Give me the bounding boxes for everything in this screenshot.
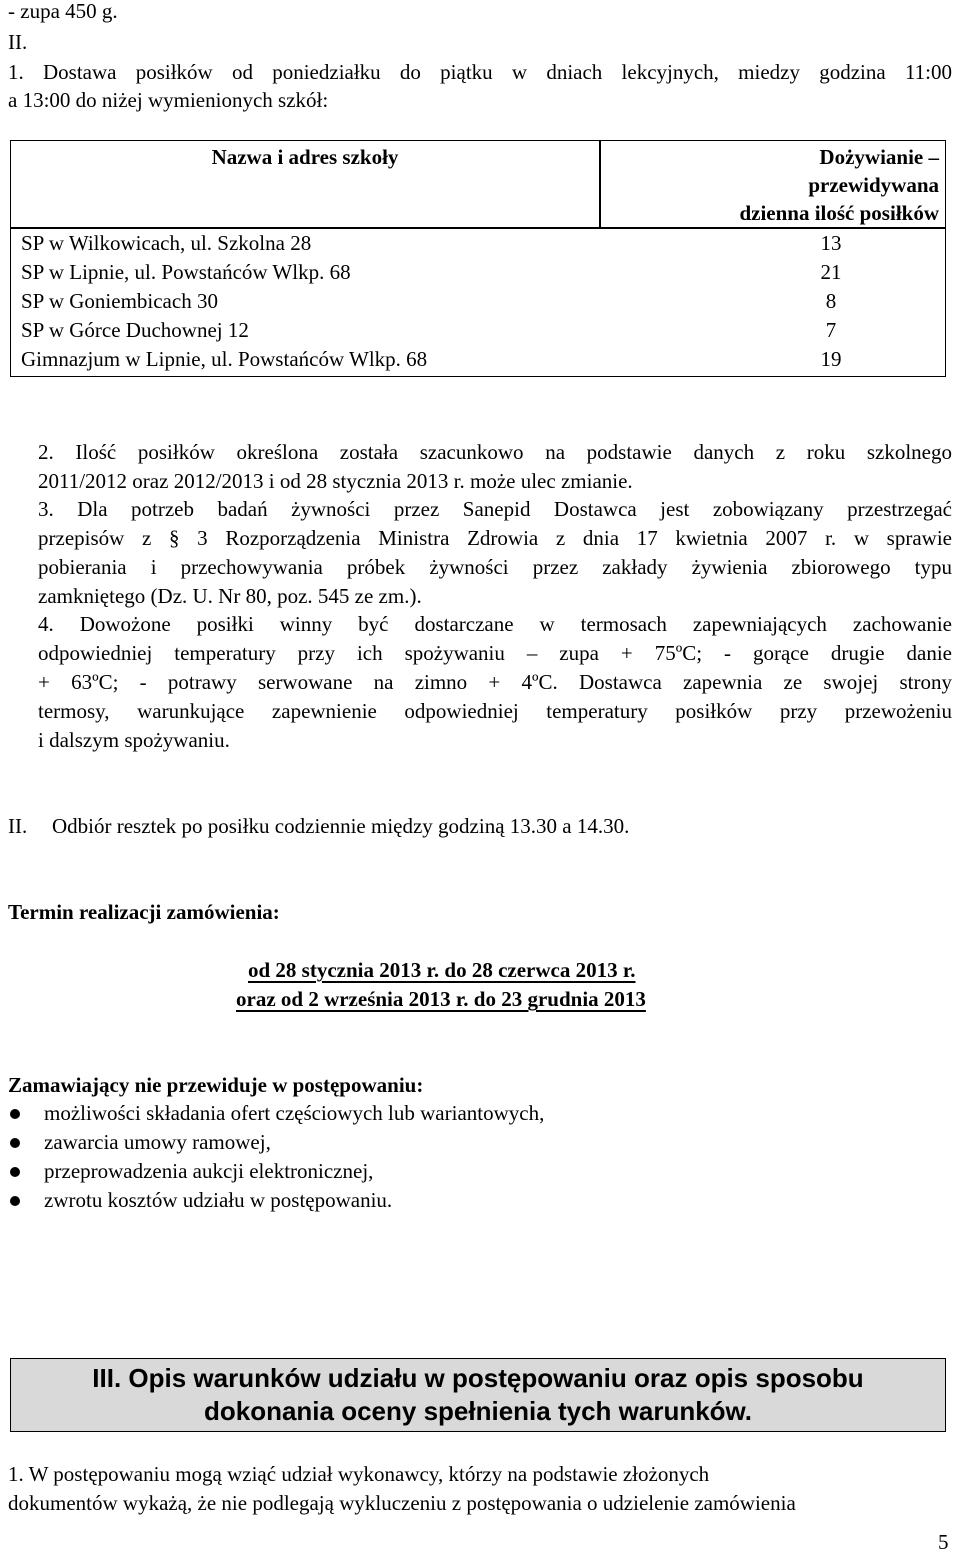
meal-count: 21 (820, 260, 842, 284)
page-number: 5 (938, 1530, 949, 1554)
point4-line3: + 63ºC; - potrawy serwowane na zimno + 4ºC. Dostawca zapewnia ze swojej strony (38, 670, 952, 694)
table-row (11, 345, 947, 374)
section-heading-line2: dokonania oceny spełnienia tych warunków. (203, 1396, 753, 1426)
term-heading: Termin realizacji zamówienia: (8, 900, 280, 924)
meal-count: 8 (825, 289, 837, 313)
table-header-quantity-line1: Dożywianie – (819, 145, 939, 169)
bullet-icon (10, 1138, 20, 1148)
bullet-icon (10, 1196, 20, 1206)
point3-line3: pobierania i przechowywania próbek żywności przez zakłady żywienia zbiorowego typu (38, 555, 952, 579)
excluded-item: możliwości składania ofert częściowych lub wariantowych, (44, 1101, 545, 1125)
school-name: SP w Lipnie, ul. Powstańców Wlkp. 68 (21, 260, 351, 284)
school-name: SP w Wilkowicach, ul. Szkolna 28 (21, 231, 312, 255)
point2-line2: 2011/2012 oraz 2012/2013 i od 28 stycznia 2013 r. może ulec zmianie. (38, 469, 633, 493)
term-period-1: od 28 stycznia 2013 r. do 28 czerwca 2013 r. (248, 958, 636, 982)
excluded-item: zwrotu kosztów udziału w postępowaniu. (44, 1188, 393, 1212)
point3-line1: 3. Dla potrzeb badań żywności przez Sanepid Dostawca jest zobowiązany przestrzegać (38, 497, 952, 521)
excluded-heading: Zamawiający nie przewiduje w postępowaniu: (8, 1073, 424, 1097)
excluded-item: zawarcia umowy ramowej, (44, 1130, 271, 1154)
term-period-2: oraz od 2 września 2013 r. do 23 grudnia 2013 (236, 987, 646, 1011)
table-header-school: Nazwa i adres szkoły (211, 145, 399, 169)
point3-line2: przepisów z § 3 Rozporządzenia Ministra Zdrowia z dnia 17 kwietnia 2007 r. w sprawie (38, 526, 952, 550)
roman-numeral-heading: II. (8, 30, 28, 54)
section3-body-line1: 1. W postępowaniu mogą wziąć udział wykonawcy, którzy na podstawie złożonych (8, 1462, 710, 1486)
table-row (11, 287, 947, 316)
soup-portion-line: - zupa 450 g. (8, 0, 118, 23)
meal-count: 7 (825, 318, 837, 342)
table-header-quantity-line2: przewidywana (808, 173, 939, 197)
point2-line1: 2. Ilość posiłków określona została szacunkowo na podstawie danych z roku szkolnego (38, 440, 952, 464)
bullet-icon (10, 1167, 20, 1177)
section3-body-line2: dokumentów wykażą, że nie podlegają wykluczeniu z postępowania o udzielenie zamówienia (8, 1491, 796, 1515)
school-name: SP w Górce Duchownej 12 (21, 318, 249, 342)
section-heading-box (10, 1358, 946, 1432)
point4-line2: odpowiedniej temperatury przy ich spożywaniu – zupa + 75ºC; - gorące drugie danie (38, 641, 952, 665)
meal-count: 13 (820, 231, 842, 255)
point3-line4: zamkniętego (Dz. U. Nr 80, poz. 545 ze zm.). (38, 584, 422, 608)
excluded-item: przeprowadzenia aukcji elektronicznej, (44, 1159, 374, 1183)
table-row (11, 258, 947, 287)
section-heading-line1: III. Opis warunków udziału w postępowaniu oraz opis sposobu (92, 1363, 864, 1393)
collection-roman: II. (8, 814, 28, 838)
table-header-quantity-line3: dzienna ilość posiłków (739, 201, 939, 225)
collection-text: Odbiór resztek po posiłku codziennie między godziną 13.30 a 14.30. (52, 814, 630, 838)
point4-line5: i dalszym spożywaniu. (38, 728, 230, 752)
meal-count: 19 (820, 347, 842, 371)
school-name: SP w Goniembicach 30 (21, 289, 218, 313)
table-row (11, 316, 947, 345)
table-row (11, 229, 947, 258)
school-table (10, 140, 946, 377)
point4-line4: termosy, warunkujące zapewnienie odpowiedniej temperatury posiłków przy przewożeniu (38, 699, 952, 723)
school-name: Gimnazjum w Lipnie, ul. Powstańców Wlkp. 68 (21, 347, 428, 371)
point4-line1: 4. Dowożone posiłki winny być dostarczane w termosach zapewniających zachowanie (38, 612, 952, 636)
table-header-quantity (601, 143, 947, 227)
bullet-icon (10, 1109, 20, 1119)
delivery-item-line1: 1. Dostawa posiłków od poniedziałku do piątku w dniach lekcyjnych, miedzy godzina 11:00 (8, 60, 952, 84)
delivery-item-line2: a 13:00 do niżej wymienionych szkół: (8, 88, 329, 112)
